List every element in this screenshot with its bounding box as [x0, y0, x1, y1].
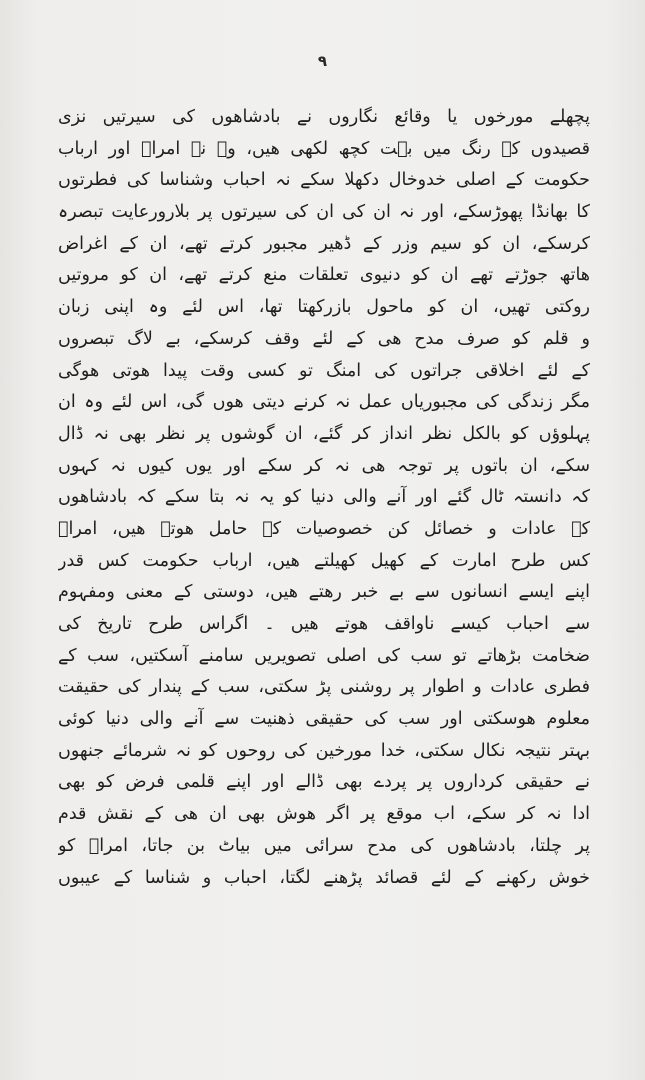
text-line: خوش رکھنے کے لئے قصائد پڑھنے لگتا، احباب و شناسا کے عیبوں	[58, 867, 590, 888]
text-line: حکومت کے اصلی خدوخال دکھلا سکے نہ احباب وشناسا کی فطرتوں	[58, 170, 590, 191]
text-line: سے احباب کیسے ناواقف ھوتے ھیں ۔ اگراس طرح تاریخ کی	[58, 614, 590, 634]
page-number: ۹	[317, 52, 328, 70]
text-line: ھاتھ جوڑتے تھے ان کو دنیوی تعلقات منع کرتے تھے، ان کو مروتیں	[58, 265, 590, 286]
text-line: سکے، ان باتوں پر توجہ ھی نہ کر سکے اور یوں کیوں نہ کہوں	[58, 455, 590, 476]
text-line: فطری عادات و اطوار پر روشنی پڑ سکتی، سب کے پندار کی حقیقت	[58, 677, 590, 698]
text-line: نے حقیقی کرداروں پر پردے بھی ڈالے اور اپنے قلمی فرض کو بھی	[58, 772, 590, 793]
text-line: روکتی تھیں، ان کو ماحول بازرکھتا تھا، اس لئے وہ اپنی زبان	[58, 297, 590, 318]
text-line: و قلم کو صرف مدح ھی کے لئے وقف کرسکے، بے لاگ تبصروں	[58, 328, 590, 349]
text-line: کس طرح امارت کے کھیل کھیلتے ھیں، ارباب حکومت کس قدر	[58, 550, 590, 571]
text-line: کے لئے اخلاقی جراتوں کی امنگ تو کسی وقت پیدا ھوتی ھوگی	[58, 360, 590, 381]
text-line: کرسکے، ان کو سیم وزر کے ڈھیر مجبور کرتے تھے، ان کے اغراض	[58, 233, 590, 254]
text-line: پچھلے مورخوں یا وقائع نگاروں نے بادشاھوں کی سیرتیں نزی	[58, 107, 590, 127]
text-line: معلوم ھوسکتی اور سب کی حقیقی ذھنیت سے آنے والی دنیا کوئی	[58, 709, 590, 730]
text-line: پر چلتا، بادشاھوں کی مدح سرائی میں بیاٹ بن جاتا، امراؑ کو	[58, 835, 590, 856]
text-line: کا بھانڈا پھوڑسکے، اور نہ ان کی ان کی سیرتوں پر بلارورعایت تبصرہ	[58, 202, 590, 223]
text-line: ادا نہ کر سکے، اب موقع پر اگر ھوش بھی ان ھی کے نقش قدم	[58, 804, 590, 825]
body-text	[58, 102, 590, 894]
text-line: اپنے ایسے انسانوں سے بے خبر رھتے ھیں، دوستی کے معنی ومفہوم	[58, 582, 590, 603]
text-line: کہ دانستہ ٹال گئے اور آنے والی دنیا کو یہ نہ بتا سکے کہ بادشاھوں	[58, 487, 590, 508]
text-line: ضخامت بڑھاتے تو سب کی اصلی تصویریں سامنے آسکتیں، سب کے	[58, 645, 590, 666]
text-line: پہلوؤں کو بالکل نظر انداز کر گئے، ان گوشوں پر نظر بھی نہ ڈال	[58, 423, 590, 444]
text-line: قصیدوں کے رنگ میں بہت کچھ لکھی ھیں، وہ نہ امراؑ اور ارباب	[58, 138, 590, 159]
text-line: مگر زندگی کی مجبوریاں عمل نہ کرنے دیتی ھوں گی، اس لئے وہ ان	[58, 392, 590, 413]
text-line: کے عادات و خصائل کن خصوصیات کے حامل ھوتے ھیں، امراؑ	[58, 518, 590, 539]
text-line: بہتر نتیجہ نکال سکتی، خدا مورخین کی روحوں کو نہ شرمائے جنھوں	[58, 740, 590, 761]
